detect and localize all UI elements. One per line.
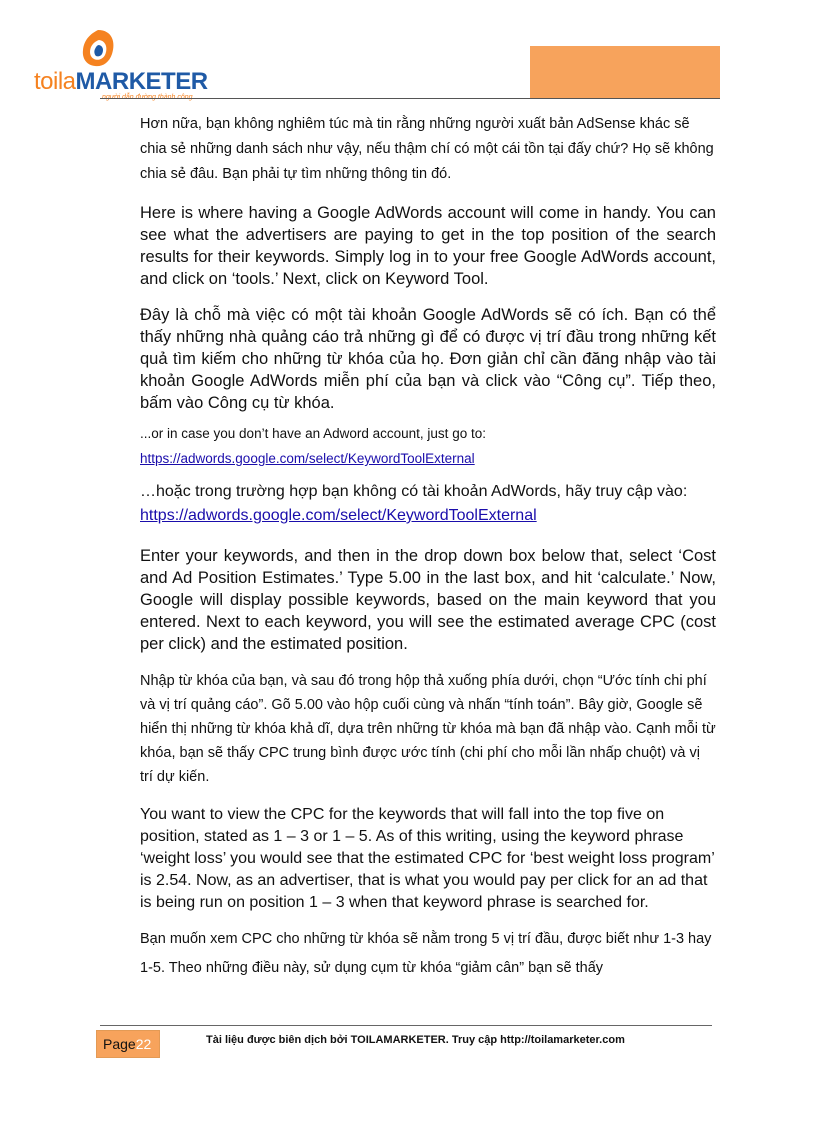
header-divider (100, 98, 720, 99)
footer-divider (100, 1025, 712, 1026)
paragraph-en-3: Enter your keywords, and then in the drop down box below that, select ‘Cost and Ad Position Estimates.’ Type 5.00 in the last box, and hit ‘calculate.’ Now, Google will display possible keywords, based on the main keyword that you entered. Next to each keyword, you will see the estimated average CPC (cost per click) and the estimated position. (140, 547, 716, 653)
header-accent-box (530, 46, 720, 98)
paragraph-vn-2: Đây là chỗ mà việc có một tài khoản Google AdWords sẽ có ích. Bạn có thể thấy những nhà quảng cáo trả những gì để có được vị trí đầu trong những kết quả tìm kiếm cho những từ khóa của họ. Đơn giản chỉ cần đăng nhập vào tài khoản Google AdWords miễn phí của bạn và click vào “Công cụ”. Tiếp theo, bấm vào Công cụ từ khóa. (140, 306, 716, 412)
keyword-tool-link-2[interactable]: https://adwords.google.com/select/KeywordToolExternal (140, 507, 537, 524)
page-number: 22 (135, 1036, 152, 1052)
footer-text: Tài liệu được biên dịch bởi TOILAMARKETER. Truy cập http://toilamarketer.com (206, 1034, 625, 1046)
paragraph-vn-3: …hoặc trong trường hợp bạn không có tài khoản AdWords, hãy truy cập vào: https://adwords.google.com/select/KeywordToolExternal (140, 483, 688, 524)
paragraph-vn-4: Nhập từ khóa của bạn, và sau đó trong hộp thả xuống phía dưới, chọn “Ước tính chi phí và vị trí quảng cáo”. Gõ 5.00 vào hộp cuối cùng và nhấn “tính toán”. Bây giờ, Google sẽ hiển thị những từ khóa khả dĩ, dựa trên những từ khóa mà bạn đã nhập vào. Cạnh mỗi từ khóa, bạn sẽ thấy CPC trung bình được ước tính (chi phí cho mỗi lần nhấp chuột) và vị trí dự kiến. (140, 673, 716, 785)
page-label: Page (103, 1036, 136, 1052)
paragraph-en-1: Here is where having a Google AdWords account will come in handy. You can see what the advertisers are paying to get in the top position of the search results for their keywords. Simply log in to your free Google AdWords account, and click on ‘tools.’ Next, click on Keyword Tool. (140, 204, 716, 288)
logo-tagline: người dẫn đường thành công (102, 94, 193, 101)
logo-wordmark: toilaMARKETER (34, 68, 208, 95)
paragraph-en-4: You want to view the CPC for the keywords that will fall into the top five on position, stated as 1 – 3 or 1 – 5. As of this writing, using the keyword phrase ‘weight loss’ you would see that the estimated CPC for ‘best weight loss program’ is 2.54. Now, as an advertiser, that is what you would pay per click for an ad that is being run on position 1 – 3 when that keyword phrase is searched for. (140, 806, 715, 911)
page-number-box (96, 1030, 160, 1058)
paragraph-vn-5: Bạn muốn xem CPC cho những từ khóa sẽ nằm trong 5 vị trí đầu, được biết như 1-3 hay 1-5. Theo những điều này, sử dụng cụm từ khóa “giảm cân” bạn sẽ thấy (140, 931, 712, 976)
keyword-tool-link[interactable]: https://adwords.google.com/select/KeywordToolExternal (140, 451, 475, 466)
logo (34, 24, 208, 104)
page-content (140, 112, 716, 983)
flame-logo-icon (78, 28, 118, 68)
paragraph-vn-1: Hơn nữa, bạn không nghiêm túc mà tin rằng những người xuất bản AdSense khác sẽ chia sẻ những danh sách như vậy, nếu thậm chí có một cái tồn tại đấy chứ? Họ sẽ không chia sẻ đâu. Bạn phải tự tìm những thông tin đó. (140, 116, 714, 182)
paragraph-en-2: ...or in case you don’t have an Adword account, just go to: (140, 426, 486, 441)
